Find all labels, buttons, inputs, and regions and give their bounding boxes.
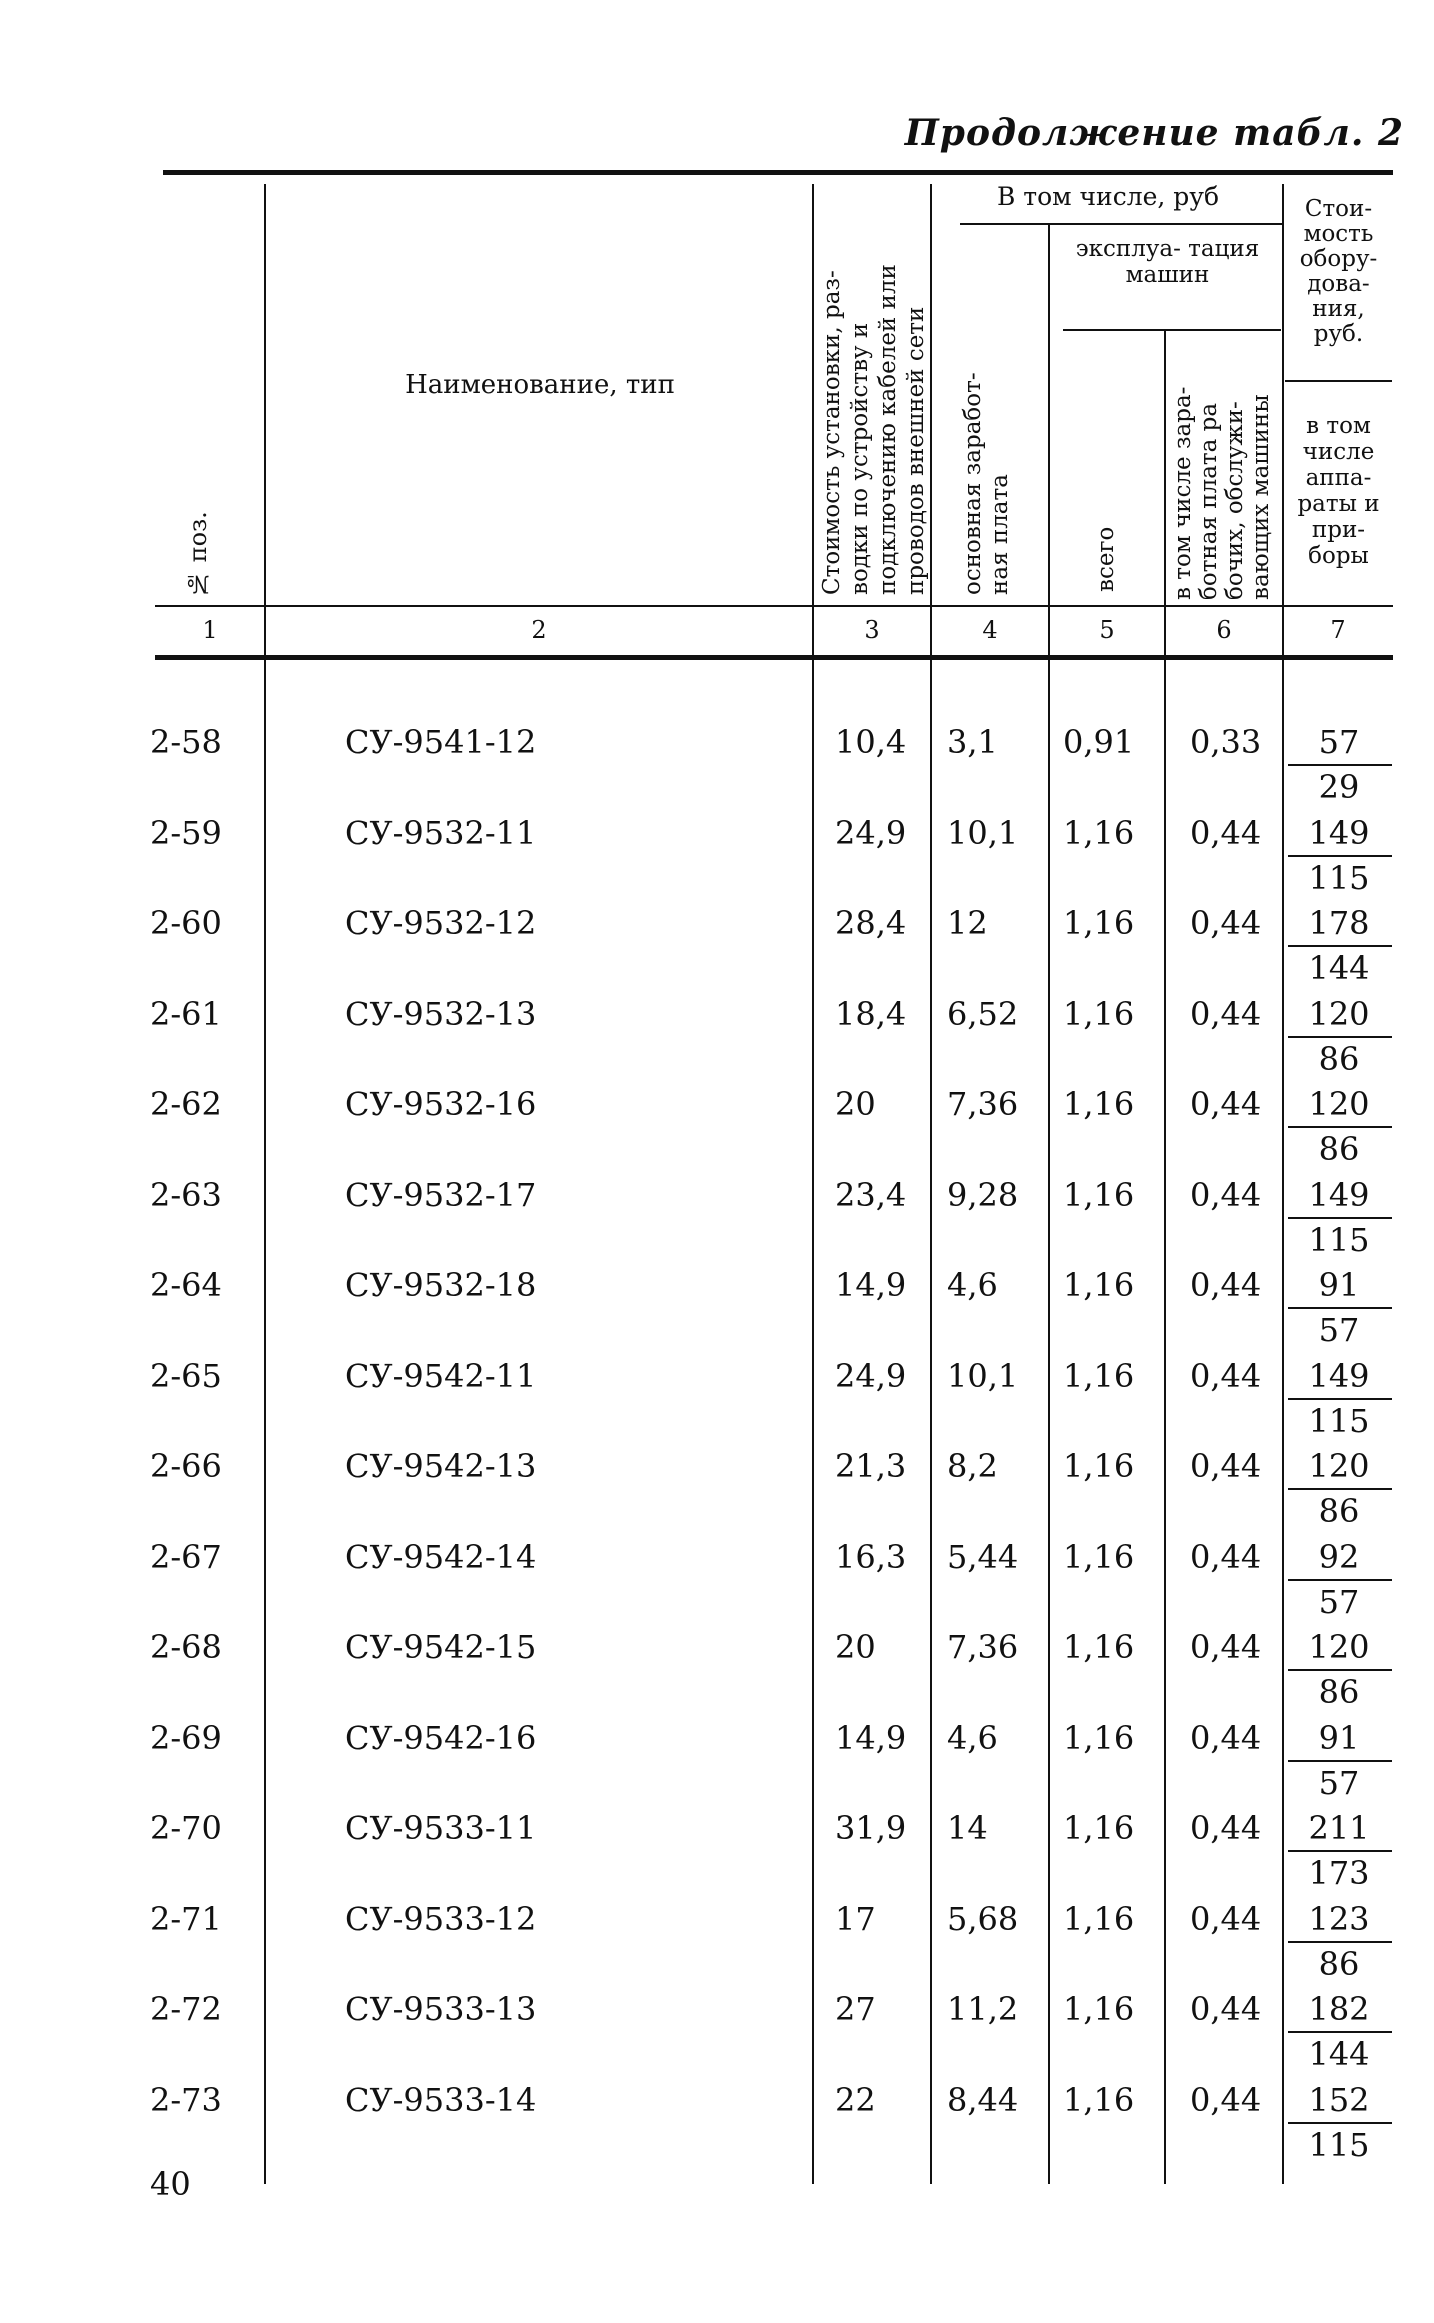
cell-equip-cost: 123 — [1308, 1900, 1370, 1938]
cell-machine-total: 1,16 — [1063, 1357, 1135, 1395]
fraction-rule — [1288, 1488, 1392, 1490]
cell-name: СУ-9532-17 — [345, 1176, 537, 1214]
cell-pos: 2-68 — [150, 1628, 222, 1666]
colnum-3: 3 — [864, 616, 880, 644]
cell-equip-cost: 149 — [1308, 814, 1370, 852]
cell-install-cost: 14,9 — [835, 1719, 907, 1757]
cell-basic-wage: 5,68 — [947, 1900, 1019, 1938]
cell-pos: 2-65 — [150, 1357, 222, 1395]
cell-install-cost: 10,4 — [835, 723, 907, 761]
cell-name: СУ-9542-14 — [345, 1538, 537, 1576]
cell-name: СУ-9542-16 — [345, 1719, 537, 1757]
cell-pos: 2-66 — [150, 1447, 222, 1485]
fraction-rule — [1288, 1217, 1392, 1219]
col-divider-1 — [264, 184, 266, 2184]
cell-equip-cost: 182 — [1308, 1990, 1370, 2028]
cell-machine-wage: 0,33 — [1190, 723, 1262, 761]
fraction-rule — [1288, 2031, 1392, 2033]
cell-pos: 2-60 — [150, 904, 222, 942]
cell-basic-wage: 10,1 — [947, 1357, 1019, 1395]
header-pos: № поз. — [184, 511, 212, 598]
cell-install-cost: 23,4 — [835, 1176, 907, 1214]
cell-basic-wage: 5,44 — [947, 1538, 1019, 1576]
cell-pos: 2-70 — [150, 1809, 222, 1847]
cell-machine-total: 0,91 — [1063, 723, 1135, 761]
cell-name: СУ-9533-14 — [345, 2081, 537, 2119]
cell-name: СУ-9542-11 — [345, 1357, 537, 1395]
cell-equip-cost: 92 — [1318, 1538, 1360, 1576]
fraction-rule — [1288, 1850, 1392, 1852]
cell-name: СУ-9532-11 — [345, 814, 537, 852]
cell-pos: 2-69 — [150, 1719, 222, 1757]
cell-name: СУ-9532-13 — [345, 995, 537, 1033]
fraction-rule — [1288, 764, 1392, 766]
col-divider-6 — [1282, 184, 1284, 2184]
header-top-rule — [163, 170, 1393, 175]
header-name: Наименование, тип — [405, 370, 675, 400]
header-incl-rub: В том числе, руб — [996, 182, 1220, 211]
cell-machine-wage: 0,44 — [1190, 1447, 1262, 1485]
cell-install-cost: 17 — [835, 1900, 876, 1938]
cell-machine-total: 1,16 — [1063, 995, 1135, 1033]
cell-pos: 2-63 — [150, 1176, 222, 1214]
fraction-rule — [1288, 1036, 1392, 1038]
cell-machine-wage: 0,44 — [1190, 1900, 1262, 1938]
fraction-rule — [1288, 1941, 1392, 1943]
cell-equip-cost: 120 — [1308, 1628, 1370, 1666]
cell-machine-wage: 0,44 — [1190, 904, 1262, 942]
col-divider-2 — [812, 184, 814, 2184]
cell-machine-wage: 0,44 — [1190, 814, 1262, 852]
cell-pos: 2-73 — [150, 2081, 222, 2119]
cell-basic-wage: 14 — [947, 1809, 988, 1847]
cell-incl-devices: 144 — [1308, 2035, 1370, 2073]
cell-equip-cost: 91 — [1318, 1719, 1360, 1757]
col-divider-5 — [1164, 331, 1166, 2184]
fraction-rule — [1288, 1760, 1392, 1762]
cell-incl-devices: 86 — [1318, 1673, 1360, 1711]
cell-equip-cost: 178 — [1308, 904, 1370, 942]
cell-machine-wage: 0,44 — [1190, 995, 1262, 1033]
cell-incl-devices: 57 — [1318, 1311, 1360, 1349]
cell-incl-devices: 115 — [1308, 2126, 1370, 2164]
cell-install-cost: 14,9 — [835, 1266, 907, 1304]
cell-incl-devices: 29 — [1318, 768, 1360, 806]
cell-incl-devices: 86 — [1318, 1945, 1360, 1983]
cell-pos: 2-61 — [150, 995, 222, 1033]
header-bottom-rule — [155, 605, 1393, 607]
cell-equip-cost: 149 — [1308, 1357, 1370, 1395]
cell-pos: 2-59 — [150, 814, 222, 852]
cell-machine-wage: 0,44 — [1190, 1266, 1262, 1304]
cell-incl-devices: 57 — [1318, 1583, 1360, 1621]
cell-name: СУ-9532-12 — [345, 904, 537, 942]
cell-basic-wage: 8,2 — [947, 1447, 998, 1485]
cell-name: СУ-9542-13 — [345, 1447, 537, 1485]
cell-machine-wage: 0,44 — [1190, 1809, 1262, 1847]
header-mid-rule-equip — [1285, 380, 1392, 382]
cell-incl-devices: 86 — [1318, 1040, 1360, 1078]
cell-incl-devices: 173 — [1308, 1854, 1370, 1892]
cell-incl-devices: 115 — [1308, 1402, 1370, 1440]
fraction-rule — [1288, 1669, 1392, 1671]
cell-name: СУ-9541-12 — [345, 723, 537, 761]
cell-equip-cost: 149 — [1308, 1176, 1370, 1214]
cell-machine-total: 1,16 — [1063, 1266, 1135, 1304]
cell-basic-wage: 3,1 — [947, 723, 998, 761]
colnum-6: 6 — [1216, 616, 1232, 644]
col-divider-3 — [930, 184, 932, 2184]
page-number: 40 — [150, 2165, 191, 2203]
cell-basic-wage: 10,1 — [947, 814, 1019, 852]
cell-install-cost: 31,9 — [835, 1809, 907, 1847]
cell-incl-devices: 144 — [1308, 949, 1370, 987]
cell-machine-total: 1,16 — [1063, 814, 1135, 852]
colnum-1: 1 — [202, 616, 218, 644]
colnum-2: 2 — [531, 616, 547, 644]
cell-machine-total: 1,16 — [1063, 1176, 1135, 1214]
cell-machine-wage: 0,44 — [1190, 1357, 1262, 1395]
cell-machine-wage: 0,44 — [1190, 1719, 1262, 1757]
cell-machine-total: 1,16 — [1063, 2081, 1135, 2119]
header-incl-wage: в том числе зара- ботная плата ра бочих, обслужи- вающих машины — [1170, 386, 1274, 600]
cell-equip-cost: 211 — [1308, 1809, 1370, 1847]
cell-install-cost: 22 — [835, 2081, 876, 2119]
cell-name: СУ-9533-13 — [345, 1990, 537, 2028]
cell-pos: 2-67 — [150, 1538, 222, 1576]
cell-machine-wage: 0,44 — [1190, 1990, 1262, 2028]
header-basic-wage: основная заработ- ная плата — [960, 372, 1013, 595]
cell-incl-devices: 86 — [1318, 1130, 1360, 1168]
cell-install-cost: 27 — [835, 1990, 876, 2028]
cell-machine-total: 1,16 — [1063, 904, 1135, 942]
cell-incl-devices: 115 — [1308, 859, 1370, 897]
cell-basic-wage: 11,2 — [947, 1990, 1019, 2028]
header-mid-rule-machines — [1063, 329, 1281, 331]
header-install-cost: Стоимость установки, раз- водки по устройству и подключению кабелей или проводов внешней сети — [819, 264, 929, 595]
header-equip-cost: Стои- мость обору- дова- ния, руб. — [1299, 196, 1378, 347]
fraction-rule — [1288, 945, 1392, 947]
cell-name: СУ-9533-11 — [345, 1809, 537, 1847]
fraction-rule — [1288, 1307, 1392, 1309]
header-total: всего — [1093, 526, 1119, 592]
cell-machine-wage: 0,44 — [1190, 1628, 1262, 1666]
cell-pos: 2-62 — [150, 1085, 222, 1123]
cell-install-cost: 24,9 — [835, 814, 907, 852]
table-caption: Продолжение табл. 2 — [904, 112, 1404, 154]
colnum-7: 7 — [1330, 616, 1346, 644]
cell-pos: 2-58 — [150, 723, 222, 761]
cell-machine-total: 1,16 — [1063, 1719, 1135, 1757]
cell-install-cost: 28,4 — [835, 904, 907, 942]
cell-machine-wage: 0,44 — [1190, 1176, 1262, 1214]
colnum-bottom-rule — [155, 655, 1393, 660]
cell-basic-wage: 6,52 — [947, 995, 1019, 1033]
cell-equip-cost: 57 — [1318, 723, 1360, 761]
cell-machine-total: 1,16 — [1063, 1447, 1135, 1485]
cell-incl-devices: 57 — [1318, 1764, 1360, 1802]
cell-install-cost: 20 — [835, 1628, 876, 1666]
cell-machine-wage: 0,44 — [1190, 1085, 1262, 1123]
cell-equip-cost: 120 — [1308, 995, 1370, 1033]
cell-machine-total: 1,16 — [1063, 1085, 1135, 1123]
fraction-rule — [1288, 1126, 1392, 1128]
cell-name: СУ-9532-16 — [345, 1085, 537, 1123]
cell-install-cost: 24,9 — [835, 1357, 907, 1395]
cell-machine-total: 1,16 — [1063, 1809, 1135, 1847]
cell-pos: 2-64 — [150, 1266, 222, 1304]
cell-pos: 2-72 — [150, 1990, 222, 2028]
cell-equip-cost: 120 — [1308, 1447, 1370, 1485]
cell-basic-wage: 4,6 — [947, 1719, 998, 1757]
cell-machine-wage: 0,44 — [1190, 1538, 1262, 1576]
colnum-4: 4 — [982, 616, 998, 644]
cell-incl-devices: 115 — [1308, 1221, 1370, 1259]
fraction-rule — [1288, 2122, 1392, 2124]
cell-incl-devices: 86 — [1318, 1492, 1360, 1530]
cell-pos: 2-71 — [150, 1900, 222, 1938]
cell-name: СУ-9533-12 — [345, 1900, 537, 1938]
cell-install-cost: 16,3 — [835, 1538, 907, 1576]
fraction-rule — [1288, 1579, 1392, 1581]
cell-basic-wage: 4,6 — [947, 1266, 998, 1304]
header-machine-op: эксплуа- тация машин — [1075, 236, 1260, 288]
header-mid-rule-incl — [960, 223, 1282, 225]
cell-basic-wage: 8,44 — [947, 2081, 1019, 2119]
cell-basic-wage: 7,36 — [947, 1628, 1019, 1666]
cell-machine-wage: 0,44 — [1190, 2081, 1262, 2119]
cell-machine-total: 1,16 — [1063, 1900, 1135, 1938]
cell-basic-wage: 12 — [947, 904, 988, 942]
cell-machine-total: 1,16 — [1063, 1538, 1135, 1576]
colnum-5: 5 — [1099, 616, 1115, 644]
cell-machine-total: 1,16 — [1063, 1628, 1135, 1666]
cell-install-cost: 18,4 — [835, 995, 907, 1033]
cell-machine-total: 1,16 — [1063, 1990, 1135, 2028]
cell-name: СУ-9542-15 — [345, 1628, 537, 1666]
col-divider-4 — [1048, 225, 1050, 2184]
cell-equip-cost: 91 — [1318, 1266, 1360, 1304]
header-incl-devices: в том числе аппа- раты и при- боры — [1297, 413, 1380, 569]
fraction-rule — [1288, 1398, 1392, 1400]
cell-equip-cost: 120 — [1308, 1085, 1370, 1123]
fraction-rule — [1288, 855, 1392, 857]
cell-install-cost: 20 — [835, 1085, 876, 1123]
cell-basic-wage: 7,36 — [947, 1085, 1019, 1123]
cell-install-cost: 21,3 — [835, 1447, 907, 1485]
cell-name: СУ-9532-18 — [345, 1266, 537, 1304]
cell-basic-wage: 9,28 — [947, 1176, 1019, 1214]
cell-equip-cost: 152 — [1308, 2081, 1370, 2119]
